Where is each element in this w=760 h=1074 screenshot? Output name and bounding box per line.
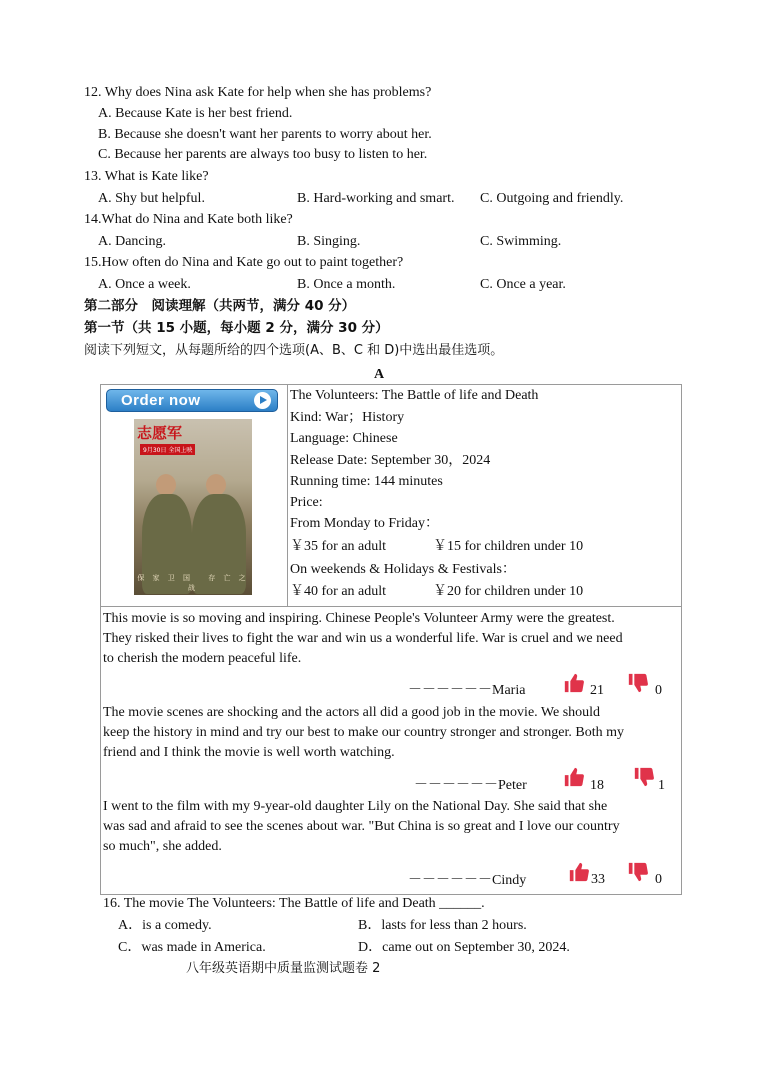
question-15-option-c: C. Once a year. <box>480 277 566 292</box>
review-cindy-line-1: I went to the film with my 9-year-old daughter Lily on the National Day. She said that she <box>103 799 608 814</box>
thumbs-up-icon[interactable] <box>563 766 585 788</box>
poster-slogan: 保 家 卫 国 存 亡 之 战 <box>137 574 249 592</box>
review-peter-author: －－－－－－Peter <box>414 778 527 793</box>
question-16-option-d: D．came out on September 30, 2024. <box>358 940 570 955</box>
thumbs-down-icon[interactable] <box>627 672 649 694</box>
question-12-stem: 12. Why does Nina ask Kate for help when she has problems? <box>84 85 432 100</box>
question-13-stem: 13. What is Kate like? <box>84 169 209 184</box>
question-13-option-c: C. Outgoing and friendly. <box>480 191 624 206</box>
poster-title: 志愿军 <box>137 424 183 442</box>
review-maria-line-3: to cherish the modern peaceful life. <box>103 651 302 666</box>
dislikes-count: 0 <box>655 872 662 887</box>
dislikes-count: 1 <box>658 778 665 793</box>
order-now-button[interactable] <box>106 389 278 412</box>
movie-price-label: Price: <box>290 495 323 510</box>
likes-count: 33 <box>591 872 605 887</box>
question-16-option-c: C．was made in America. <box>118 940 266 955</box>
movie-title: The Volunteers: The Battle of life and Death <box>290 388 539 403</box>
movie-release-date: Release Date: September 30，2024 <box>290 453 491 468</box>
movie-running-time: Running time: 144 minutes <box>290 474 443 489</box>
question-12-option-a: A. Because Kate is her best friend. <box>98 106 293 121</box>
weekday-adult-price: ￥35 for an adult <box>290 539 387 554</box>
question-14-option-a: A. Dancing. <box>98 234 167 249</box>
page-footer: 八年级英语期中质量监测试题卷 2 <box>186 961 381 976</box>
question-13-option-a: A. Shy but helpful. <box>98 191 205 206</box>
question-16-option-a: A．is a comedy. <box>118 918 212 933</box>
question-15-option-a: A. Once a week. <box>98 277 191 292</box>
movie-kind: Kind: War；History <box>290 410 405 425</box>
question-13-option-b: B. Hard-working and smart. <box>297 191 455 206</box>
question-15-option-b: B. Once a month. <box>297 277 396 292</box>
question-15-stem: 15.How often do Nina and Kate go out to paint together? <box>84 255 404 270</box>
thumbs-up-icon[interactable] <box>568 861 590 883</box>
passage-label: A <box>374 367 385 382</box>
weekday-label: From Monday to Friday： <box>290 516 439 531</box>
movie-poster <box>134 419 252 595</box>
review-cindy-line-2: was sad and afraid to see the scenes about war. "But China is so great and I love our country <box>103 819 620 834</box>
table-divider-horizontal <box>100 606 681 607</box>
section1-heading: 第一节（共 15 小题，每小题 2 分，满分 30 分） <box>84 320 389 336</box>
question-16-option-b: B．lasts for less than 2 hours. <box>358 918 527 933</box>
movie-language: Language: Chinese <box>290 431 398 446</box>
reading-instruction: 阅读下列短文，从每题所给的四个选项(A、B、C 和 D)中选出最佳选项。 <box>84 343 504 358</box>
review-peter-line-2: keep the history in mind and try our best to make our country stronger and stronger. Both my <box>103 725 625 740</box>
weekend-adult-price: ￥40 for an adult <box>290 584 387 599</box>
review-cindy-line-3: so much", she added. <box>103 839 222 854</box>
question-14-option-b: B. Singing. <box>297 234 361 249</box>
order-now-label: Order now <box>121 392 201 409</box>
weekday-child-price: ￥15 for children under 10 <box>433 539 584 554</box>
question-16-stem: 16. The movie The Volunteers: The Battle of life and Death ______. <box>103 896 485 911</box>
thumbs-down-icon[interactable] <box>633 766 655 788</box>
soldier-head-right <box>206 474 226 496</box>
question-12-option-c: C. Because her parents are always too busy to listen to her. <box>98 147 428 162</box>
weekend-label: On weekends & Holidays & Festivals： <box>290 562 516 577</box>
review-maria-author: －－－－－－Maria <box>408 683 526 698</box>
thumbs-down-icon[interactable] <box>627 861 649 883</box>
review-peter-line-3: friend and I think the movie is well worth watching. <box>103 745 395 760</box>
likes-count: 18 <box>590 778 604 793</box>
question-12-option-b: B. Because she doesn't want her parents to worry about her. <box>98 127 432 142</box>
thumbs-up-icon[interactable] <box>563 672 585 694</box>
review-peter-line-1: The movie scenes are shocking and the actors all did a good job in the movie. We should <box>103 705 601 720</box>
part2-heading: 第二部分 阅读理解（共两节，满分 40 分） <box>84 298 356 314</box>
review-maria-line-2: They risked their lives to fight the war and win us a wonderful life. War is cruel and we need <box>103 631 623 646</box>
question-14-option-c: C. Swimming. <box>480 234 562 249</box>
likes-count: 21 <box>590 683 604 698</box>
review-maria-line-1: This movie is so moving and inspiring. Chinese People's Volunteer Army were the greatest. <box>103 611 615 626</box>
weekend-child-price: ￥20 for children under 10 <box>433 584 584 599</box>
table-divider-vertical <box>287 384 288 606</box>
soldier-head-left <box>156 474 176 496</box>
review-cindy-author: －－－－－－Cindy <box>408 873 527 888</box>
poster-date: 9月30日 全国上映 <box>140 444 195 455</box>
play-icon <box>254 392 271 409</box>
dislikes-count: 0 <box>655 683 662 698</box>
question-14-stem: 14.What do Nina and Kate both like? <box>84 212 293 227</box>
